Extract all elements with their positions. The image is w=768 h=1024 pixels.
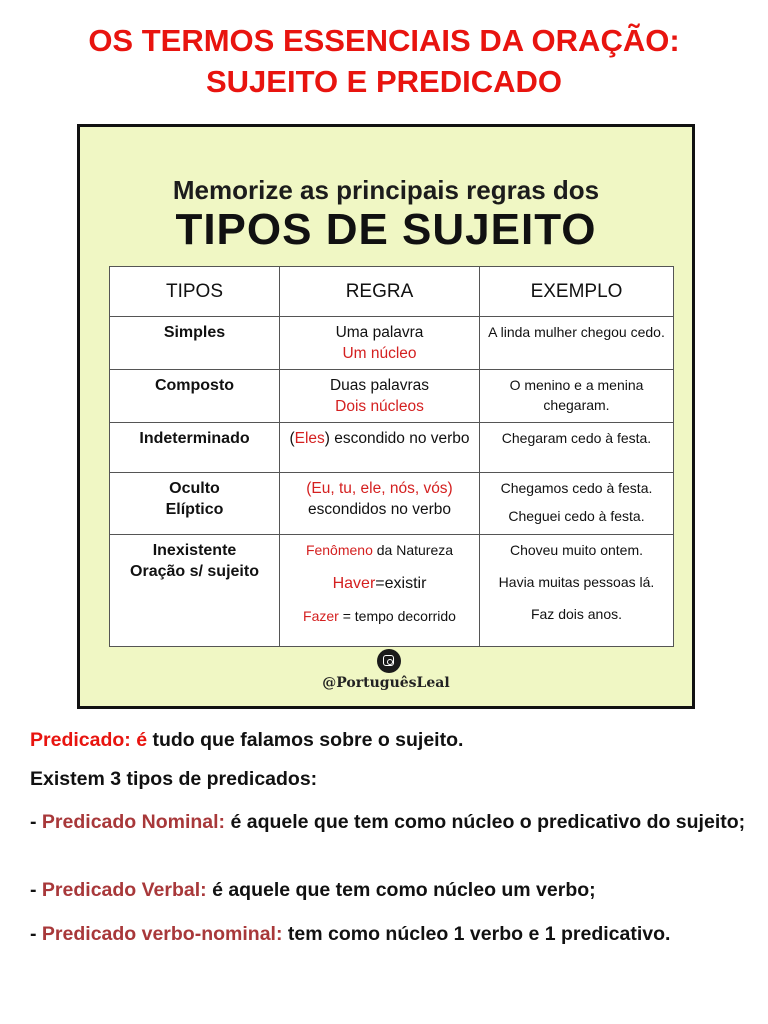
- example-cell: [480, 473, 674, 535]
- header-tipos: TIPOS: [110, 267, 280, 317]
- rule-text: da Natureza: [372, 542, 454, 558]
- dash: -: [30, 923, 42, 945]
- subject-types-card: [77, 124, 695, 709]
- dash: -: [30, 879, 42, 901]
- example-cell: O menino e a menina chegaram.: [480, 370, 674, 423]
- paragraph-text: é aquele que tem como núcleo o predicativo do sujeito;: [225, 811, 746, 833]
- page-title-line1: OS TERMOS ESSENCIAIS DA ORAÇÃO:: [88, 23, 680, 58]
- rule-text: escondidos no verbo: [307, 501, 452, 518]
- author-handle: @PortuguêsLeal: [322, 675, 450, 691]
- type-line: Oculto: [169, 480, 220, 497]
- subject-types-table: [109, 266, 674, 647]
- paragraph-text: tem como núcleo 1 verbo e 1 predicativo.: [282, 923, 671, 945]
- example-line: Faz dois anos.: [530, 606, 623, 622]
- rule-highlight: Haver: [332, 575, 376, 592]
- term-label: Predicado verbo-nominal:: [41, 923, 283, 945]
- rule-line: [284, 606, 475, 627]
- type-cell: Composto: [110, 370, 280, 423]
- rule-highlight: Fenômeno: [305, 542, 373, 558]
- rule-highlight: (Eu, tu, ele, nós, vós): [306, 480, 453, 497]
- rule-cell: [280, 423, 480, 473]
- rule-line: [284, 540, 475, 561]
- paragraph-text: tudo que falamos sobre o sujeito.: [147, 729, 464, 751]
- table-row: [110, 535, 674, 647]
- example-cell: A linda mulher chegou cedo.: [480, 317, 674, 370]
- paragraph-types-intro: Existem 3 tipos de predicados:: [30, 768, 318, 790]
- paragraph-predicado-nominal: [30, 809, 748, 835]
- rule-highlight: Eles: [294, 430, 325, 447]
- example-cell: [480, 535, 674, 647]
- page-title: [0, 20, 768, 102]
- term-label: Predicado: é: [30, 729, 148, 751]
- instagram-icon: [377, 649, 401, 673]
- card-heading: TIPOS DE SUJEITO: [175, 205, 597, 254]
- paragraph-text: é aquele que tem como núcleo um verbo;: [206, 879, 596, 901]
- type-cell: Indeterminado: [110, 423, 280, 473]
- rule-text: =existir: [375, 575, 427, 592]
- type-cell: Simples: [110, 317, 280, 370]
- table-row: [110, 370, 674, 423]
- type-line: Oração s/ sujeito: [130, 563, 259, 580]
- rule-cell: [280, 473, 480, 535]
- rule-line: [284, 573, 475, 594]
- table-row: [110, 317, 674, 370]
- page-title-line2: SUJEITO E PREDICADO: [205, 64, 562, 99]
- table-header-row: [110, 267, 674, 317]
- rule-cell: [280, 370, 480, 423]
- rule-text: = tempo decorrido: [338, 608, 456, 624]
- example-line: Choveu muito ontem.: [509, 542, 644, 558]
- rule-text: (: [289, 430, 295, 447]
- rule-text: Duas palavras: [329, 377, 430, 394]
- type-cell: [110, 535, 280, 647]
- table-row: [110, 423, 674, 473]
- rule-highlight: Dois núcleos: [335, 398, 424, 415]
- type-line: Elíptico: [165, 501, 224, 518]
- rule-cell: [280, 317, 480, 370]
- example-line: Cheguei cedo à festa.: [508, 508, 645, 524]
- rule-cell: [280, 535, 480, 647]
- table-row: [110, 473, 674, 535]
- dash: -: [30, 811, 42, 833]
- term-label: Predicado Verbal:: [41, 879, 207, 901]
- header-regra: REGRA: [280, 267, 480, 317]
- rule-text: Uma palavra: [335, 324, 424, 341]
- example-line: Havia muitas pessoas lá.: [498, 574, 655, 590]
- paragraph-predicado-verbal: [30, 877, 748, 903]
- rule-text: ) escondido no verbo: [324, 430, 470, 447]
- type-line: Inexistente: [152, 542, 237, 559]
- example-line: Chegamos cedo à festa.: [500, 480, 653, 496]
- rule-highlight: Um núcleo: [342, 345, 417, 362]
- paragraph-predicado: [30, 727, 748, 753]
- type-cell: [110, 473, 280, 535]
- rule-highlight: Fazer: [303, 608, 339, 624]
- card-subtitle: Memorize as principais regras dos: [172, 175, 600, 205]
- header-exemplo: EXEMPLO: [480, 267, 674, 317]
- example-cell: Chegaram cedo à festa.: [480, 423, 674, 473]
- term-label: Predicado Nominal:: [41, 811, 226, 833]
- paragraph-predicado-verbo-nominal: [30, 921, 748, 947]
